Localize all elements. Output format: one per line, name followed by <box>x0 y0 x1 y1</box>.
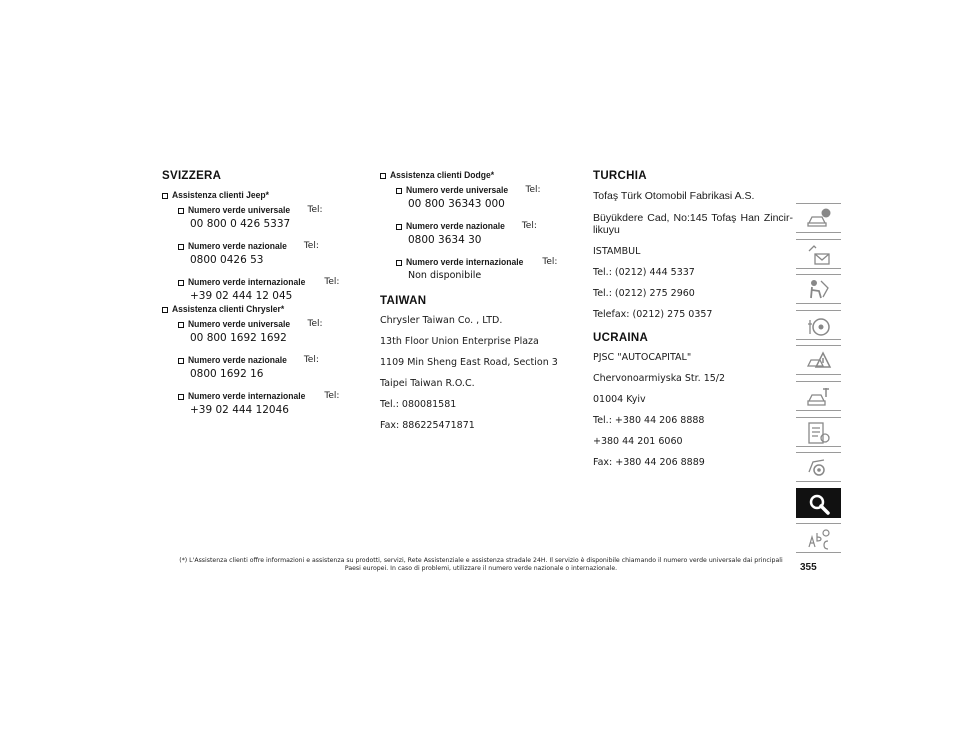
column-3 <box>593 170 793 478</box>
tab-checklist[interactable] <box>796 417 841 447</box>
page-number: 355 <box>800 562 817 573</box>
chrysler-group: Assistenza clienti Chrysler* <box>162 304 362 315</box>
column-1 <box>162 170 362 418</box>
tab-index[interactable] <box>796 523 841 553</box>
chrysler-universale: Numero verde universale Tel: <box>178 319 362 330</box>
checkbox-bullet-icon <box>396 224 402 230</box>
tab-car-info[interactable] <box>796 203 841 233</box>
checkbox-bullet-icon <box>178 394 184 400</box>
section-title-turchia: TURCHIA <box>593 170 647 182</box>
footnote: (*) L'Assistenza clienti offre informazioni e assistenza su prodotti, servizi, Rete Assistenziale e assistenza stradale 24H. Il servizio è disponibile chiamando il numero verde universale dai principali Paesi europei. In caso di problemi, utilizzare il numero verde nazionale o internazionale. <box>179 557 783 573</box>
checklist-icon <box>806 421 832 445</box>
tab-search[interactable] <box>796 488 841 518</box>
tab-car-warning[interactable] <box>796 345 841 375</box>
taiwan-line: Taipei Taiwan R.O.C. <box>380 378 475 389</box>
section-title-ucraina: UCRAINA <box>593 332 649 345</box>
column-2 <box>380 170 570 441</box>
taiwan-line: Fax: 886225471871 <box>380 420 475 431</box>
dodge-group: Assistenza clienti Dodge* <box>380 170 570 181</box>
car-service-icon <box>806 385 832 409</box>
checkbox-bullet-icon <box>396 188 402 194</box>
checkbox-bullet-icon <box>178 358 184 364</box>
taiwan-line: 13th Floor Union Enterprise Plaza <box>380 336 539 347</box>
ucraina-line: Fax: +380 44 206 8889 <box>593 457 705 469</box>
index-abc-icon <box>806 527 832 551</box>
section-title-taiwan: TAIWAN <box>380 295 427 307</box>
car-info-icon <box>806 207 832 231</box>
turchia-line: Tel.: (0212) 275 2960 <box>593 288 695 300</box>
turchia-line: Tofaş Türk Otomobil Fabrikasi A.S. <box>593 190 755 202</box>
turchia-line: Telefax: (0212) 275 0357 <box>593 309 713 321</box>
phone-number: +39 02 444 12046 <box>190 404 289 416</box>
checkbox-bullet-icon <box>380 173 386 179</box>
ucraina-line: +380 44 201 6060 <box>593 436 683 448</box>
jeep-internazionale: Numero verde internazionale Tel: <box>178 277 362 288</box>
jeep-universale: Numero verde universale Tel: <box>178 205 362 216</box>
checkbox-bullet-icon <box>178 322 184 328</box>
chapter-tabs <box>796 203 841 559</box>
phone-number: Non disponibile <box>408 270 482 281</box>
checkbox-bullet-icon <box>178 244 184 250</box>
tab-car-service[interactable] <box>796 381 841 411</box>
tab-car-tech[interactable] <box>796 452 841 482</box>
car-tech-icon <box>806 456 832 480</box>
tab-seat-person[interactable] <box>796 274 841 304</box>
ucraina-line: PJSC "AUTOCAPITAL" <box>593 352 692 364</box>
seat-person-icon <box>806 278 832 302</box>
car-warning-icon <box>806 349 832 373</box>
taiwan-line: Tel.: 080081581 <box>380 399 457 410</box>
turchia-line: Tel.: (0212) 444 5337 <box>593 267 695 279</box>
phone-number: 0800 1692 16 <box>190 368 264 380</box>
phone-number: 00 800 36343 000 <box>408 198 505 210</box>
jeep-group: Assistenza clienti Jeep* <box>162 190 362 201</box>
section-title-svizzera: SVIZZERA <box>162 170 222 182</box>
steering-wheel-icon <box>806 314 832 338</box>
checkbox-bullet-icon <box>178 280 184 286</box>
checkbox-bullet-icon <box>162 307 168 313</box>
ucraina-line: Tel.: +380 44 206 8888 <box>593 415 705 427</box>
turchia-line: ISTAMBUL <box>593 246 641 258</box>
phone-number: 0800 0426 53 <box>190 254 264 266</box>
phone-number: 0800 3634 30 <box>408 234 482 246</box>
car-mail-icon <box>806 243 832 267</box>
taiwan-line: Chrysler Taiwan Co. , LTD. <box>380 315 503 326</box>
dodge-internazionale: Numero verde internazionale Tel: <box>396 257 570 268</box>
checkbox-bullet-icon <box>396 260 402 266</box>
turchia-line: Büyükdere Cad, No:145 Tofaş Han Zincir-likuyu <box>593 212 793 237</box>
ucraina-line: 01004 Kyiv <box>593 394 646 406</box>
phone-number: +39 02 444 12 045 <box>190 290 293 302</box>
jeep-nazionale: Numero verde nazionale Tel: <box>178 241 362 252</box>
tab-steering-wheel[interactable] <box>796 310 841 340</box>
search-icon <box>806 492 832 516</box>
ucraina-line: Chervonoarmiyska Str. 15/2 <box>593 373 726 385</box>
dodge-universale: Numero verde universale Tel: <box>396 185 570 196</box>
checkbox-bullet-icon <box>162 193 168 199</box>
dodge-nazionale: Numero verde nazionale Tel: <box>396 221 570 232</box>
taiwan-line: 1109 Min Sheng East Road, Section 3 <box>380 357 558 368</box>
phone-number: 00 800 1692 1692 <box>190 332 287 344</box>
tab-car-mail[interactable] <box>796 239 841 269</box>
chrysler-internazionale: Numero verde internazionale Tel: <box>178 391 362 402</box>
phone-number: 00 800 0 426 5337 <box>190 218 291 230</box>
chrysler-nazionale: Numero verde nazionale Tel: <box>178 355 362 366</box>
checkbox-bullet-icon <box>178 208 184 214</box>
